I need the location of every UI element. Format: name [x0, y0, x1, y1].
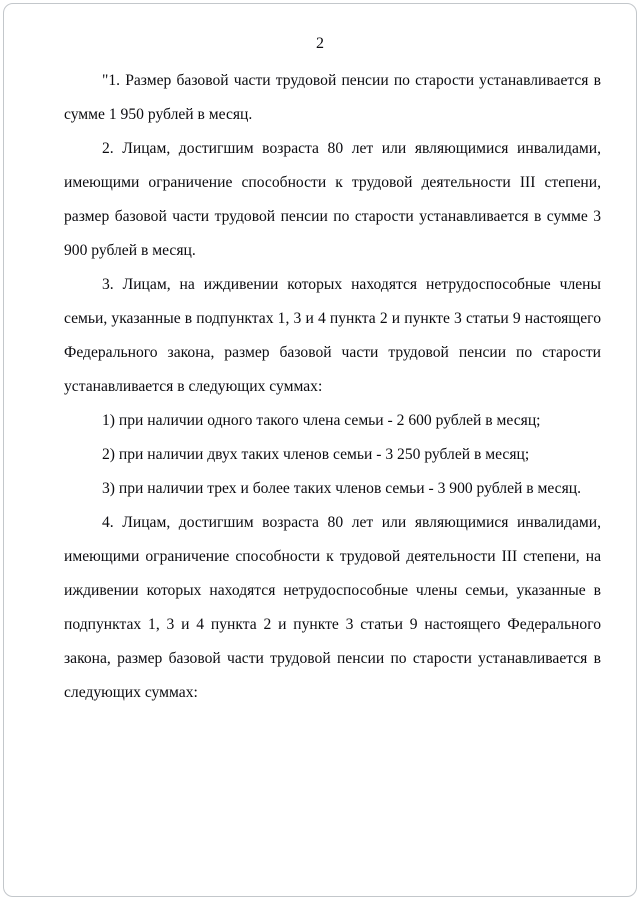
document-body: [0, 64, 640, 710]
clause-3-subitem-3: 3) при наличии трех и более таких членов семьи - 3 900 рублей в месяц.: [102, 480, 582, 497]
clause-2: 2. Лицам, достигшим возраста 80 лет или являющимися инвалидами, имеющими ограничение способности к трудовой деятельности III степени, размер базовой части трудовой пенсии по старости устанавливается в сумме 3 900 рублей в месяц.: [64, 140, 601, 259]
clause-4: 4. Лицам, достигшим возраста 80 лет или являющимися инвалидами, имеющими ограничение способности к трудовой деятельности III степени, на иждивении которых находятся нетрудоспособные члены семьи, указанные в подпунктах 1, 3 и 4 пункта 2 и пункте 3 статьи 9 настоящего Федерального закона, размер базовой части трудовой пенсии по старости устанавливается в следующих суммах:: [64, 514, 601, 701]
clause-3-subitem-2: 2) при наличии двух таких членов семьи - 3 250 рублей в месяц;: [102, 446, 530, 463]
page-number: 2: [316, 35, 324, 52]
clause-1: "1. Размер базовой части трудовой пенсии по старости устанавливается в сумме 1 950 рублей в месяц.: [64, 72, 601, 123]
clause-3: 3. Лицам, на иждивении которых находятся нетрудоспособные члены семьи, указанные в подпунктах 1, 3 и 4 пункта 2 и пункте 3 статьи 9 настоящего Федерального закона, размер базовой части трудовой пенсии по старости устанавливается в следующих суммах:: [64, 276, 601, 395]
clause-3-subitem-1: 1) при наличии одного такого члена семьи - 2 600 рублей в месяц;: [102, 412, 541, 429]
